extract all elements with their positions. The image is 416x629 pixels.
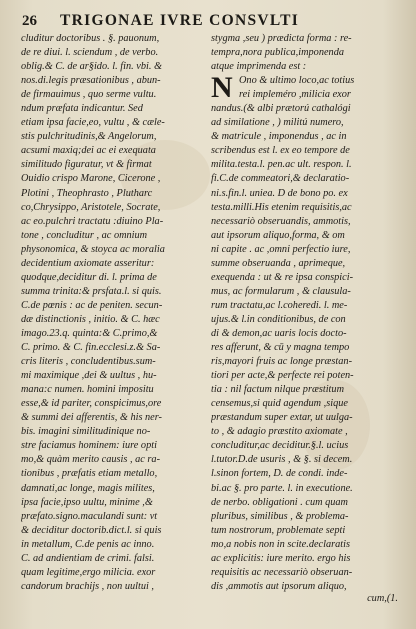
text-line: ac eo.pulchri tractatu :diuino Pla- — [21, 215, 164, 227]
text-line: nandus.(& albi prætorú cathalógi — [211, 103, 351, 115]
text-line: atque imprimenda est : — [211, 61, 307, 73]
text-line: C. primo. & C. fin.ecclesi.z.& Sa- — [21, 342, 161, 354]
text-line: stis pulchritudinis,& Angelorum, — [21, 131, 157, 143]
text-line: etiam ipsa facie,eo, vultu , & cæle- — [21, 117, 165, 129]
text-line: quam legitime,ergo milicia. exor — [21, 566, 156, 578]
text-line: l.sinon fortem, D. de condi. inde- — [211, 468, 348, 480]
text-line: summe obseruanda , aprimeque, — [211, 257, 346, 269]
text-line: mus, ac formularum , & clausula- — [211, 285, 351, 297]
text-line: bi.ac §. pro parte. l. in executione. — [211, 482, 353, 494]
text-line: to , & adagio præstito axiomate , — [211, 426, 348, 438]
text-line: de re diui. l. sciendum , de verbo. — [21, 47, 159, 59]
text-line: requisitis ac necessariò obseruan- — [211, 566, 353, 578]
text-line: l.tutor.D.de usuris , & §. si decem. — [211, 454, 353, 466]
text-line: ni capite . ac ,omni perfectio iure, — [211, 243, 351, 255]
text-line: ujus.& l.in conditionibus, de con — [211, 313, 346, 325]
text-line: nos.di.legis præsationibus , abun- — [21, 75, 161, 87]
text-line: censemus,si quid agendum ,sique — [211, 398, 348, 410]
text-line: pluribus, similibus , & problema- — [211, 510, 349, 522]
text-line: ris,mayori fruis ac longe præstan- — [211, 356, 353, 368]
text-line: in metallum, C.de penis ac inno. — [21, 538, 155, 550]
text-line: præstandum super extar, ut uulga- — [211, 412, 353, 424]
text-line: & matricule , imponendus , ac in — [211, 131, 347, 143]
text-line: tionibus , præfatis etiam metallo, — [21, 468, 158, 480]
catchword: cum,(1. — [367, 593, 398, 604]
text-line: res afferunt, & cū y magna tempo — [211, 342, 350, 354]
text-line: summa trinita:& prsfata.l. si quis. — [21, 285, 162, 297]
text-line: ni.s.fin.l. uniea. D de bono po. ex — [211, 187, 348, 199]
text-line: aut ipsorum aliquo,forma, & om — [211, 229, 345, 241]
text-line: decidentium axiomate asseritur: — [21, 257, 155, 269]
text-line: de firmauimus , quo serme vultu. — [21, 89, 157, 101]
right-column-body-text — [211, 102, 401, 594]
text-line: cris literis , concludentibus.sum- — [21, 356, 156, 368]
text-line: & deciditur doctorib.dict.l. si quis — [21, 524, 162, 536]
text-line: præfato.signo.maculandi sunt: vt — [21, 510, 158, 522]
text-line: tum nostrorum, problemate septi — [211, 524, 346, 536]
text-line: concluditur,ac deciditur.§.l. ucius — [211, 440, 349, 452]
text-line: ac explicitis: iure merito. ergo his — [211, 552, 351, 564]
text-line: ad similatione , ) militú numero, — [211, 117, 344, 129]
text-line: mi maximique ,dei & uultus , hu- — [21, 370, 157, 382]
text-line: mo,& quàm merito causis , ac ra- — [21, 454, 160, 466]
text-line: rum tractatu,ac l.coheredi. l. me- — [211, 299, 348, 311]
text-line: mo,a nobis non in scite.declaratis — [211, 538, 350, 550]
text-line: candorum brachijs , non uultui , — [21, 580, 154, 592]
text-line: tia : nil factum nilque præstitum — [211, 384, 344, 396]
text-line: fi.C.de commeatori,& declaratio- — [211, 173, 350, 185]
text-line: de nerbo. obligationi . cum quam — [211, 496, 348, 508]
text-line: cluditur doctoribus . §. pauonum, — [21, 33, 160, 44]
text-line: dæ distinctionis , initio. & C. hæc — [21, 313, 160, 325]
right-column-top-text — [211, 32, 401, 74]
text-line: quodque,deciditur di. l. prima de — [21, 271, 157, 283]
text-line: mana:c numen. homini impositu — [21, 384, 154, 396]
text-line: milita.testa.l. pen.ac ult. respon. l. — [211, 159, 352, 171]
text-line: physonomica, & stoyca ac moralia — [21, 243, 165, 255]
text-line: imago.23.q. quinta:& C.primo,& — [21, 327, 158, 339]
running-head: TRIGONAE IVRE CONSVLTI — [60, 12, 300, 29]
dropcap-lines — [211, 71, 401, 105]
text-line: Plotini , Theophrasto , Plutharc — [21, 187, 153, 199]
text-line: oblig.& C. de ar§ido. l. fin. vbi. & — [21, 61, 163, 73]
text-line: tempra,nora publica,imponenda — [211, 47, 344, 59]
text-line: testa.milli.His etenim requisitis,ac — [211, 201, 352, 213]
text-line: necessariò obseruandis, ammotis, — [211, 215, 351, 227]
text-line: dis ,ammotis aut ipsorum aliquo, — [211, 580, 347, 592]
text-line: stre faciamus hominem: iure opti — [21, 440, 157, 452]
text-line: tiori per acte,& perfecte rei poten- — [211, 370, 354, 382]
text-line: bis. imagini similitudinique no- — [21, 426, 151, 438]
text-line: acsumi maxiq;dei ac ei exequata — [21, 145, 156, 157]
page-number: 26 — [22, 13, 37, 29]
text-line: damnati,ac longe, magis milites, — [21, 482, 155, 494]
text-line: rei impleméro ,milicia exor — [239, 89, 351, 101]
page-header — [20, 13, 404, 29]
text-line: tone , concluditur , ac omnium — [21, 229, 148, 241]
text-line: esse,& id pariter, conspicimus,ore — [21, 398, 162, 410]
dropcap-paragraph-start — [211, 71, 401, 105]
text-line: scribendus est l. ex eo tempore de — [211, 145, 350, 157]
text-line: C.de pœnis : ac de peniten. secun- — [21, 299, 163, 311]
text-line: & summi dei afferentis, & his ner- — [21, 412, 162, 424]
dropcap-initial: N — [211, 71, 233, 105]
text-line: di & demon,ac uaris locis docto- — [211, 327, 347, 339]
text-line: C. ad andientiam de crimi. falsi. — [21, 552, 155, 564]
left-text-column — [21, 32, 207, 594]
text-line: Ono & ultimo loco,ac totius — [239, 75, 355, 87]
text-line: stygma ,seu ) prædicta forma : re- — [211, 33, 352, 44]
text-line: ndum præfata indicantur. Sed — [21, 103, 143, 115]
text-line: Ouidio crispo Marone, Cicerone , — [21, 173, 161, 185]
right-text-column — [211, 32, 401, 594]
text-line: similitudo figuratur, vt & firmat — [21, 159, 152, 171]
text-line: co,Chrysippo, Aristotele, Socrate, — [21, 201, 161, 213]
text-line: exequenda : ut & re ipsa conspici- — [211, 271, 354, 283]
text-line: ipsa facie,ipso uultu, minime ,& — [21, 496, 153, 508]
